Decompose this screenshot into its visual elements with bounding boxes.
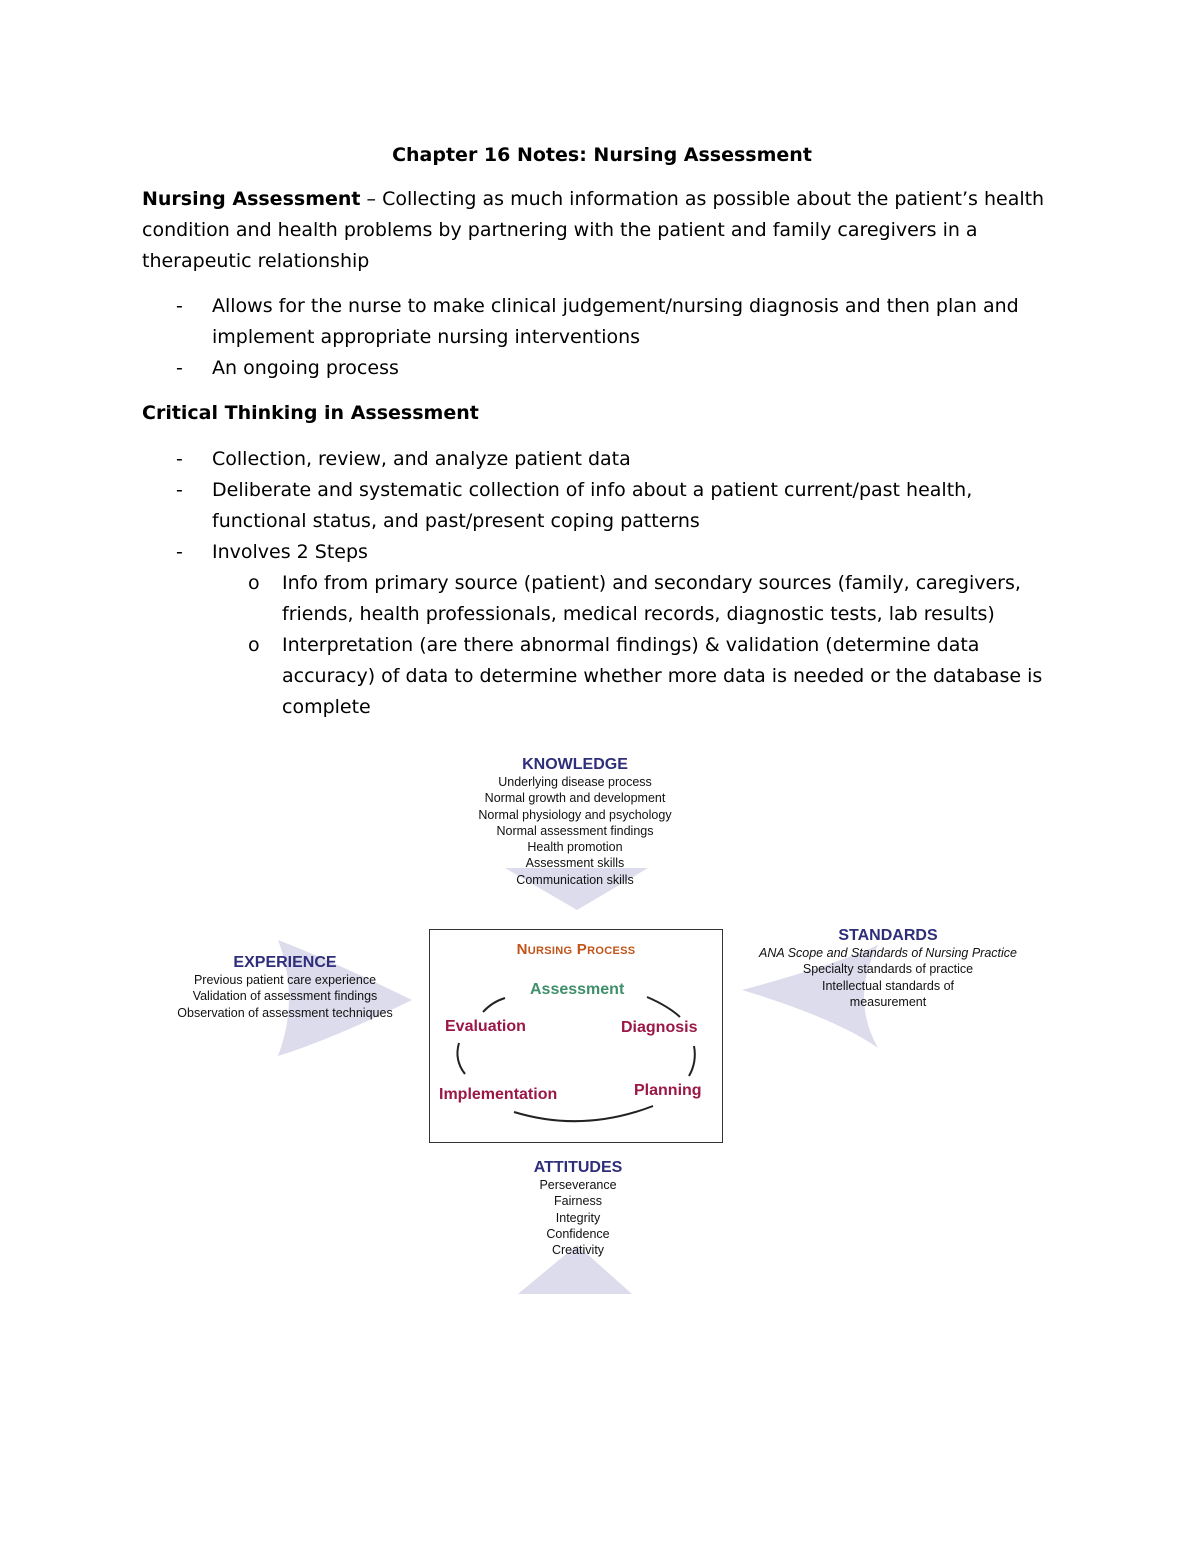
knowledge-item: Communication skills: [516, 872, 634, 887]
section-heading: Critical Thinking in Assessment: [142, 402, 479, 424]
attitudes-item: Perseverance: [539, 1178, 617, 1192]
standards-item: Intellectual standards of: [821, 978, 955, 993]
knowledge-item: Normal assessment findings: [496, 823, 654, 838]
nursing-process-title: Nursing Process: [516, 941, 636, 958]
bullet-text: Deliberate and systematic collection of info about a patient current/past health, functional status, and past/present coping patterns: [212, 479, 973, 532]
knowledge-heading: KNOWLEDGE: [522, 756, 628, 773]
standards-item: ANA Scope and Standards of Nursing Practice: [758, 946, 1017, 960]
experience-block: [160, 954, 410, 1021]
definition-term: Nursing Assessment: [142, 188, 361, 210]
attitudes-block: [480, 1159, 676, 1258]
knowledge-item: Health promotion: [527, 840, 623, 855]
standards-item: Specialty standards of practice: [802, 962, 974, 977]
standards-block: [742, 927, 1034, 1010]
page-title: Chapter 16 Notes: Nursing Assessment: [392, 144, 812, 166]
attitudes-item: Creativity: [551, 1243, 605, 1258]
experience-item: Observation of assessment techniques: [177, 1005, 393, 1020]
standards-item: measurement: [849, 994, 927, 1009]
experience-item: Previous patient care experience: [193, 973, 377, 987]
stage-diagnosis: Diagnosis: [621, 1019, 698, 1036]
stage-assessment: Assessment: [530, 981, 625, 998]
dash-marker: -: [176, 295, 183, 317]
circle-marker: o: [248, 634, 260, 656]
definition-text: – Collecting as much information as possible about the patient’s health condition and health problems by partnering with the patient and family caregivers in a therapeutic relationship: [142, 188, 1045, 272]
circle-marker: o: [248, 572, 260, 594]
bullet-text: An ongoing process: [212, 357, 399, 379]
attitudes-heading: ATTITUDES: [533, 1159, 623, 1176]
bullet-text: Involves 2 Steps: [212, 541, 368, 563]
knowledge-item: Underlying disease process: [498, 775, 652, 789]
knowledge-item: Assessment skills: [525, 856, 625, 871]
bullet-text: Collection, review, and analyze patient data: [212, 448, 631, 470]
stage-planning: Planning: [634, 1082, 702, 1099]
stage-evaluation: Evaluation: [445, 1018, 526, 1035]
dash-marker: -: [176, 357, 183, 379]
knowledge-item: Normal growth and development: [484, 791, 666, 806]
experience-item: Validation of assessment findings: [192, 989, 378, 1004]
dash-marker: -: [176, 448, 183, 470]
dash-marker: -: [176, 541, 183, 563]
experience-heading: EXPERIENCE: [233, 954, 337, 971]
sub-bullet-text: Info from primary source (patient) and secondary sources (family, caregivers, friends, health professionals, medical records, diagnostic tests, lab results): [282, 572, 1021, 625]
stage-implementation: Implementation: [439, 1086, 558, 1103]
bullet-text: Allows for the nurse to make clinical judgement/nursing diagnosis and then plan and implement appropriate nursing interventions: [212, 295, 1019, 348]
knowledge-item: Normal physiology and psychology: [478, 807, 672, 822]
attitudes-item: Confidence: [546, 1226, 610, 1241]
dash-marker: -: [176, 479, 183, 501]
knowledge-block: [455, 756, 695, 888]
attitudes-item: Integrity: [555, 1210, 601, 1225]
attitudes-item: Fairness: [554, 1194, 602, 1209]
standards-heading: STANDARDS: [838, 927, 938, 944]
sub-bullet-text: Interpretation (are there abnormal findings) & validation (determine data accuracy) of data to determine whether more data is needed or the database is complete: [282, 634, 1043, 718]
